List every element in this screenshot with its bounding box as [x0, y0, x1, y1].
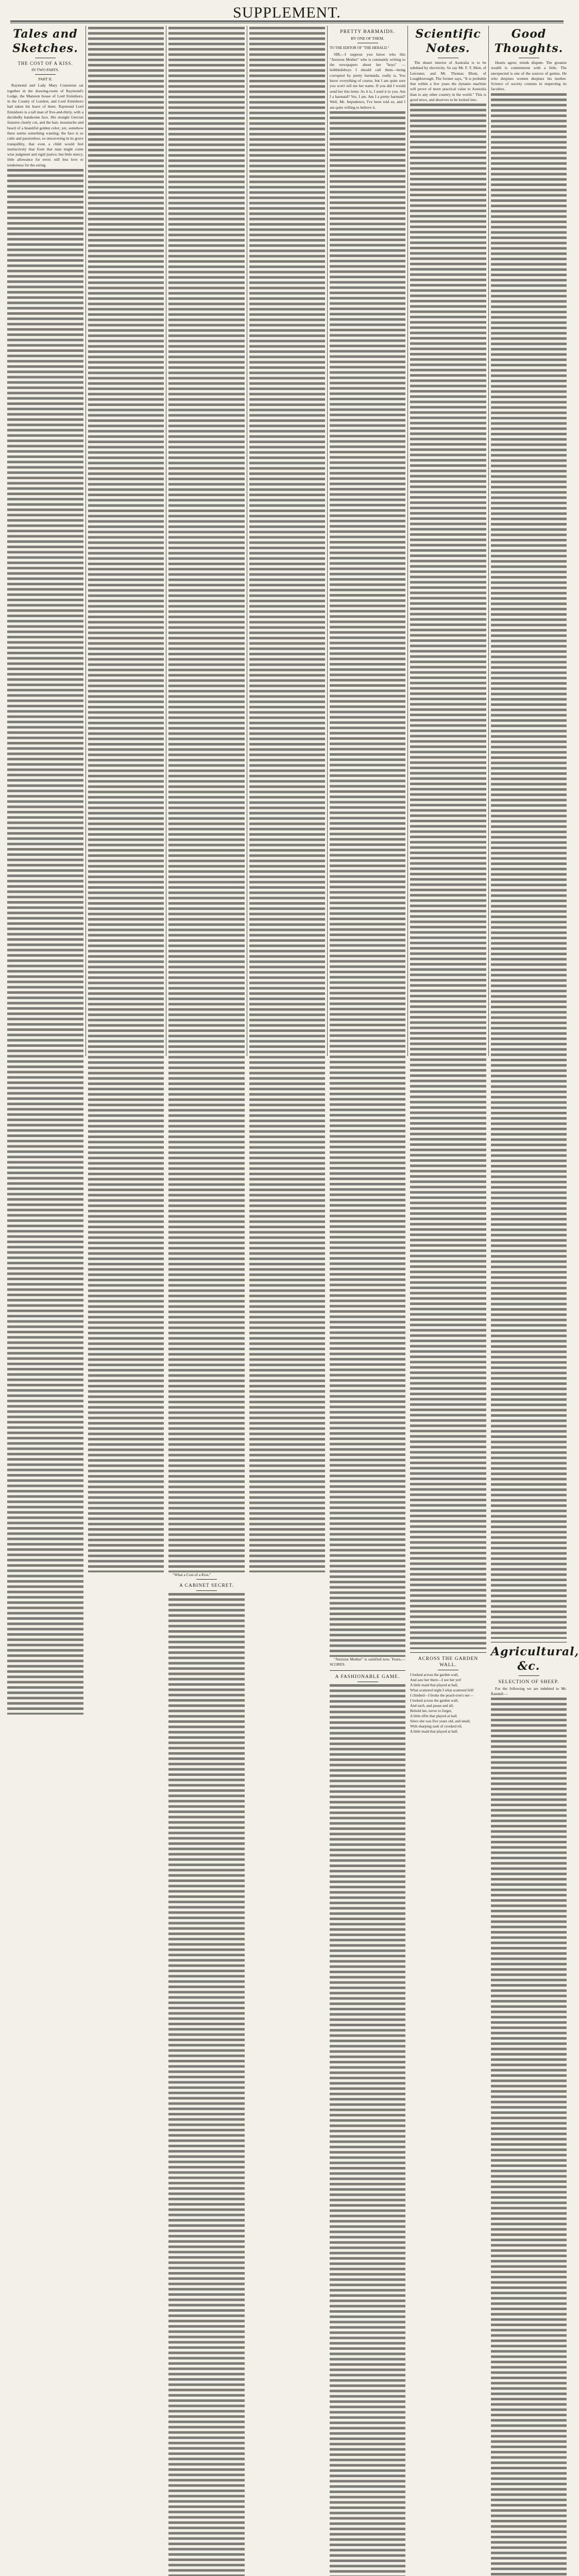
divider — [519, 1675, 539, 1676]
cabinet-secret-title: A CABINET SECRET. — [179, 1583, 234, 1589]
divider — [410, 1652, 486, 1653]
science-opening: The desert interior of Australia is to be subdued by electricity. So say Mr. F. T. Mott, of Leicester, and Mr. Thomas Blunt, of Loughborough. The former says, "It is probable that within a few years the dynamo machine will prove of more practical value to Australia than to any other country in the world." This is good news, and deserves to be looked into. — [410, 60, 486, 103]
masthead — [5, 0, 569, 23]
story-opening: Raymond and Lady Mary Cranstoun sat together in the drawing-room of Raymond's Lodge, the Mansion house of Lord Ennisboro, in the County of London, and Lord Ennisboro had taken his leave of them. Raymond Lord Ennisboro is a tall man of five-and-thirty, with a decidedly handsome face. His straight Grecian features clearly cut, and the hair, moustache and beard of a beautiful golden color; yet, somehow there seems something wanting; the face is so calm and passionless, so unwavering in its grave tranquillity, that even a child would feel instinctively that from that man might come wise judgment and rigid justice; but little mercy, little allowance for error; still less love or tenderness for the erring. — [7, 83, 83, 167]
story-final-line: "What a Cost of a Kiss." — [173, 1572, 211, 1577]
story-subtitle: IN TWO PARTS. — [31, 67, 59, 72]
body-text-block — [88, 27, 164, 1572]
masthead-title: SUPPLEMENT. — [233, 4, 341, 21]
column-1 — [5, 26, 86, 1056]
poem-line: I looked across the garden wall, — [410, 1672, 458, 1677]
column-2 — [86, 26, 166, 1056]
body-text-block — [330, 1684, 405, 2576]
divider — [196, 1590, 217, 1591]
barmaids-byline: BY ONE OF THEM. — [351, 36, 384, 41]
fashionable-game-title: A FASHIONABLE GAME. — [335, 1674, 400, 1680]
body-text-block — [491, 1698, 567, 2576]
story-title: THE COST OF A KISS. — [18, 61, 73, 66]
body-text-block — [410, 104, 486, 1649]
poem-line: A little maid that played at ball, — [410, 1683, 458, 1688]
body-text-block — [7, 169, 83, 1715]
poem-line: With sharping sash of crooked ell, — [410, 1724, 463, 1729]
sheep-title: SELECTION OF SHEEP. — [498, 1679, 559, 1685]
divider — [35, 74, 56, 75]
poem-line: And each, and pause and all, — [410, 1703, 454, 1708]
body-text-block — [168, 1593, 245, 2576]
columns — [5, 26, 579, 1734]
column-6 — [407, 26, 488, 1734]
section-heading-thoughts: Good Thoughts. — [494, 27, 564, 55]
body-text-block — [330, 111, 405, 1657]
poem-line: A little elfin that played at ball. — [410, 1714, 458, 1719]
poem-line: What scattered night I what scattered fell! — [410, 1688, 474, 1693]
poem-line: Behold her, never to forget, — [410, 1708, 452, 1714]
barmaids-title: PRETTY BARMAIDS. — [340, 29, 395, 35]
thoughts-opening: Hearts agree; minds dispute. The greatest wealth is contentment with a little. The unexpected is one of the sources of genius. He who despises women despises his mother. Science of society consists in respecting its faculties. — [491, 60, 567, 92]
masthead-rule — [10, 21, 564, 22]
poem-line: A little maid that played at ball. — [410, 1729, 458, 1734]
barmaids-signoff: "Anxious Mother" is satisfied now. Yours,—SCORES. — [330, 1656, 405, 1667]
barmaids-addressee: TO THE EDITOR OF "THE HERALD." — [330, 46, 389, 50]
poem-line: And saw her there—I see her yet! — [410, 1677, 462, 1683]
section-heading-agriculture: Agricultural, &c. — [491, 1645, 579, 1673]
poem-title: ACROSS THE GARDEN WALL. — [418, 1656, 479, 1668]
column-4 — [247, 26, 327, 1056]
body-text-block — [491, 93, 567, 1639]
divider — [330, 1670, 405, 1671]
sheep-opening: For the following we are indebted to Mr. Randall:— — [491, 1686, 567, 1697]
column-7 — [488, 26, 579, 1697]
poem-line: I climbed—I broke the peach-tree's net— — [410, 1693, 473, 1698]
body-text-block — [168, 27, 245, 1572]
divider — [196, 1579, 217, 1580]
story-part: PART II. — [38, 77, 53, 81]
body-text-block — [249, 27, 325, 1572]
poem-line: Since she was five years old, and small, — [410, 1719, 471, 1724]
section-heading-scientific: Scientific Notes. — [415, 27, 481, 55]
column-3 — [166, 26, 247, 1589]
column-5 — [327, 26, 407, 1680]
barmaids-opening: SIR,—I suppose you know who this "Anxious Mother" who is constantly writing to the newspapers about her "boys" —hobbledehoys I should call them—being corrupted by pretty barmaids, really is. You know everything of course, but I am quite sure you won't tell me her name. If you did I would send her this letter. As it is, I send it to you. Am I a barmaid? Yes, I am. Am I a pretty barmaid? Well, Mr. Impudence, I've been told so, and I am quite willing to believe it. — [330, 52, 405, 110]
section-heading-tales: Tales and Sketches. — [12, 27, 78, 55]
poem-line: I looked across the garden wall, — [410, 1698, 458, 1703]
poem-lines — [410, 1672, 486, 1734]
